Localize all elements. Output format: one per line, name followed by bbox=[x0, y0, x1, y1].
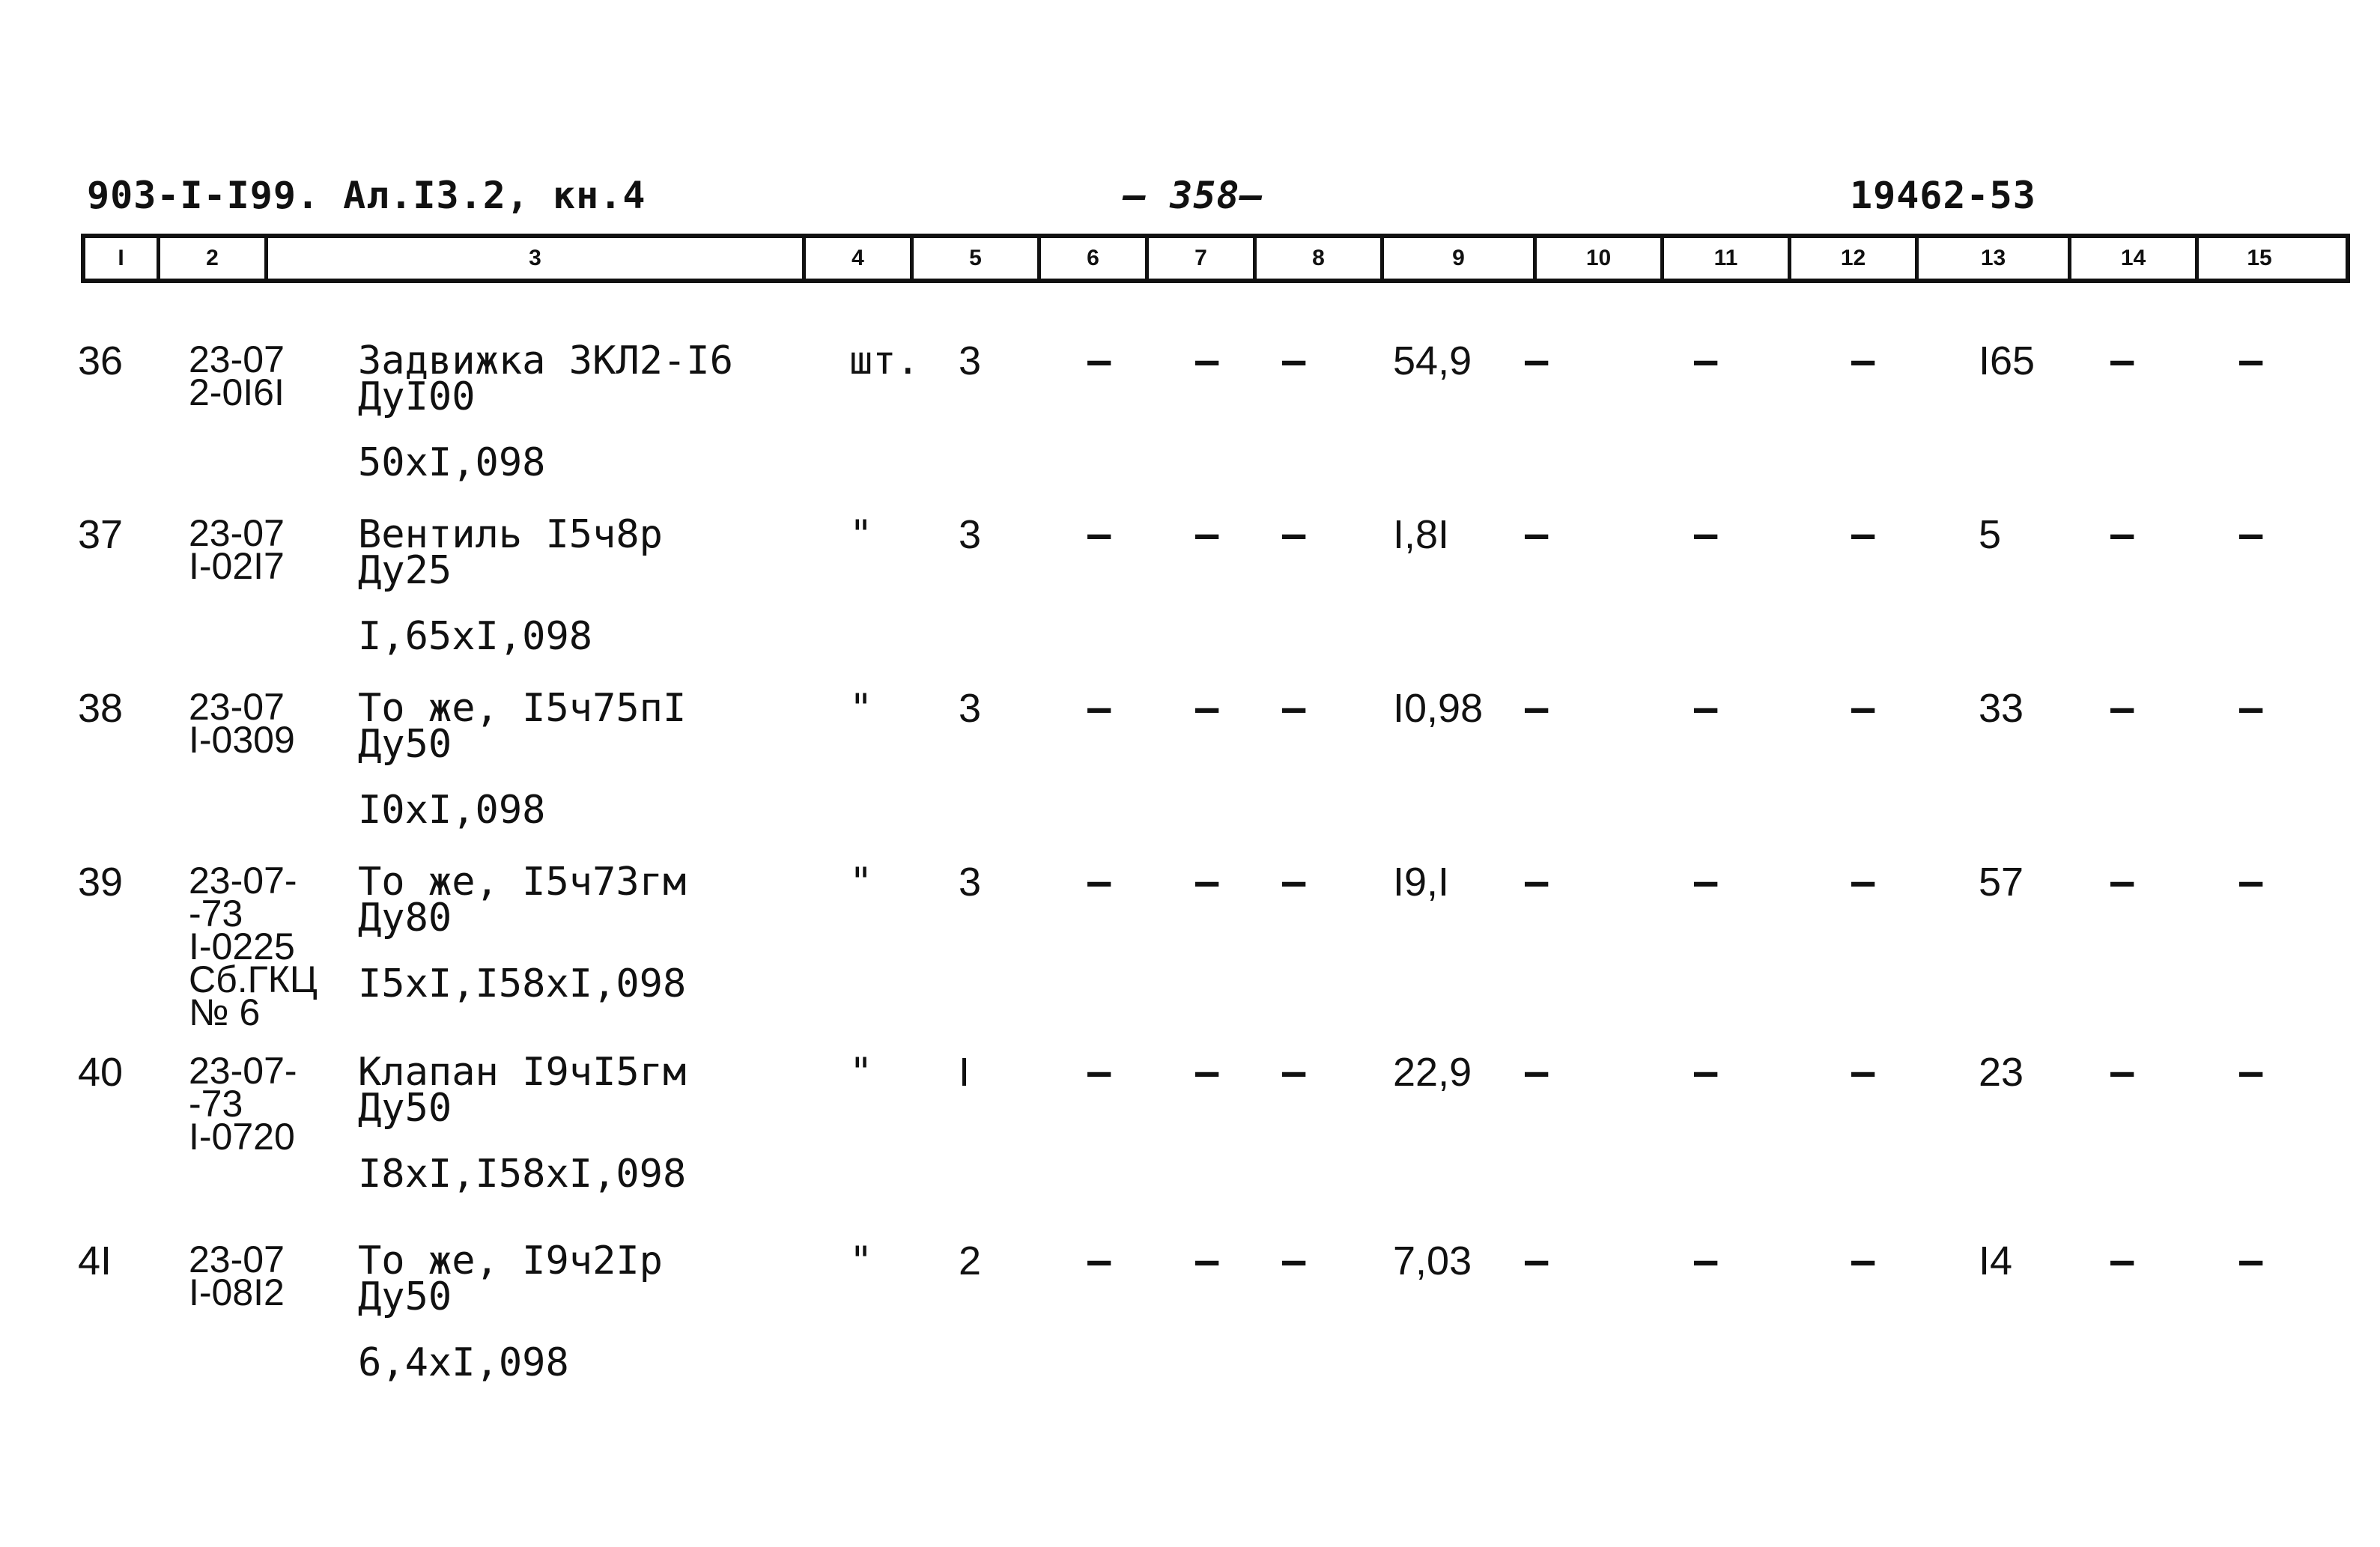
column-header-3: 3 bbox=[268, 238, 806, 279]
price-code-line: I-0309 bbox=[189, 719, 295, 761]
col-13-value: I4 bbox=[1979, 1238, 2013, 1283]
item-name-line: Клапан I9чI5гм bbox=[358, 1050, 687, 1095]
col-15-value: – bbox=[2239, 1050, 2263, 1095]
price-code-line: № 6 bbox=[189, 991, 261, 1033]
quantity: 3 bbox=[959, 338, 982, 383]
col-6-value: – bbox=[1087, 512, 1111, 557]
column-header-12: 12 bbox=[1791, 238, 1919, 279]
item-name-line: Ду80 bbox=[358, 896, 452, 940]
col-7-value: – bbox=[1195, 860, 1219, 905]
row-number: 40 bbox=[78, 1050, 124, 1095]
col-13-value: 23 bbox=[1979, 1050, 2024, 1095]
col-10-value: – bbox=[1525, 512, 1549, 557]
col-13-value: I65 bbox=[1979, 338, 2036, 383]
item-name-line: Задвижка ЗКЛ2-I6 bbox=[358, 338, 733, 383]
column-header-6: 6 bbox=[1041, 238, 1149, 279]
price-code-line: 23-07- bbox=[189, 860, 297, 902]
col-11-value: – bbox=[1694, 686, 1718, 731]
column-header-4: 4 bbox=[806, 238, 914, 279]
column-header-10: 10 bbox=[1537, 238, 1664, 279]
col-14-value: – bbox=[2110, 1050, 2134, 1095]
row-number: 37 bbox=[78, 512, 124, 557]
item-name-line: То же, I9ч2Iр bbox=[358, 1238, 663, 1283]
row-number: 4I bbox=[78, 1238, 112, 1283]
col-13-value: 57 bbox=[1979, 860, 2024, 905]
col-13-value: 5 bbox=[1979, 512, 2002, 557]
quantity: 3 bbox=[959, 686, 982, 731]
item-name-line: Ду50 bbox=[358, 1086, 452, 1131]
item-name-line: То же, I5ч73гм bbox=[358, 860, 687, 905]
price-code-line: I-02I7 bbox=[189, 545, 285, 587]
col-15-value: – bbox=[2239, 860, 2263, 905]
col-8-value: – bbox=[1282, 512, 1306, 557]
col-9-value: I,8I bbox=[1393, 512, 1450, 557]
quantity: I bbox=[959, 1050, 971, 1095]
row-number: 39 bbox=[78, 860, 124, 905]
col-14-value: – bbox=[2110, 338, 2134, 383]
price-code-line: -73 bbox=[189, 893, 243, 934]
unit: " bbox=[849, 1238, 873, 1283]
column-header-14: 14 bbox=[2071, 238, 2199, 279]
column-header-11: 11 bbox=[1664, 238, 1791, 279]
price-code-line: 23-07 bbox=[189, 1238, 285, 1280]
col-6-value: – bbox=[1087, 1238, 1111, 1283]
item-name-line: Ду50 bbox=[358, 1274, 452, 1319]
col-11-value: – bbox=[1694, 338, 1718, 383]
document-code: 903-I-I99. Ал.I3.2, кн.4 bbox=[87, 174, 646, 217]
col-9-value: 54,9 bbox=[1393, 338, 1472, 383]
column-header-7: 7 bbox=[1149, 238, 1257, 279]
col-10-value: – bbox=[1525, 338, 1549, 383]
price-code-line: -73 bbox=[189, 1083, 243, 1125]
col-8-value: – bbox=[1282, 860, 1306, 905]
unit: " bbox=[849, 686, 873, 731]
col-7-value: – bbox=[1195, 1050, 1219, 1095]
col-12-value: – bbox=[1851, 686, 1875, 731]
price-code-line: 23-07 bbox=[189, 686, 285, 728]
col-8-value: – bbox=[1282, 1238, 1306, 1283]
page-number: — 358— bbox=[1123, 174, 1263, 217]
col-15-value: – bbox=[2239, 1238, 2263, 1283]
col-12-value: – bbox=[1851, 860, 1875, 905]
col-7-value: – bbox=[1195, 686, 1219, 731]
row-number: 36 bbox=[78, 338, 124, 383]
unit: " bbox=[849, 860, 873, 905]
col-9-value: I0,98 bbox=[1393, 686, 1484, 731]
col-11-value: – bbox=[1694, 512, 1718, 557]
price-code-line: I-0225 bbox=[189, 926, 295, 967]
col-12-value: – bbox=[1851, 1050, 1875, 1095]
unit: " bbox=[849, 512, 873, 557]
col-14-value: – bbox=[2110, 1238, 2134, 1283]
item-name-line: То же, I5ч75пI bbox=[358, 686, 687, 731]
column-header-1: I bbox=[85, 238, 160, 279]
price-code-line: I-0720 bbox=[189, 1116, 295, 1158]
col-8-value: – bbox=[1282, 338, 1306, 383]
col-10-value: – bbox=[1525, 686, 1549, 731]
price-code-line: I-08I2 bbox=[189, 1271, 285, 1313]
column-header-13: 13 bbox=[1919, 238, 2071, 279]
calc-formula: I5хI,I58хI,098 bbox=[358, 961, 687, 1006]
row-number: 38 bbox=[78, 686, 124, 731]
column-header-8: 8 bbox=[1257, 238, 1384, 279]
unit: шт. bbox=[849, 338, 920, 383]
col-11-value: – bbox=[1694, 1050, 1718, 1095]
col-7-value: – bbox=[1195, 512, 1219, 557]
col-8-value: – bbox=[1282, 686, 1306, 731]
col-14-value: – bbox=[2110, 512, 2134, 557]
col-15-value: – bbox=[2239, 512, 2263, 557]
item-name-line: Ду50 bbox=[358, 722, 452, 767]
price-code-line: 23-07- bbox=[189, 1050, 297, 1092]
col-9-value: I9,I bbox=[1393, 860, 1450, 905]
col-10-value: – bbox=[1525, 860, 1549, 905]
col-14-value: – bbox=[2110, 686, 2134, 731]
col-13-value: 33 bbox=[1979, 686, 2024, 731]
column-header-2: 2 bbox=[160, 238, 268, 279]
col-11-value: – bbox=[1694, 1238, 1718, 1283]
col-6-value: – bbox=[1087, 860, 1111, 905]
col-7-value: – bbox=[1195, 1238, 1219, 1283]
price-code-line: Сб.ГКЦ bbox=[189, 958, 318, 1000]
sheet-number: 19462-53 bbox=[1850, 174, 2036, 217]
col-11-value: – bbox=[1694, 860, 1718, 905]
item-name-line: Ду25 bbox=[358, 548, 452, 593]
col-9-value: 7,03 bbox=[1393, 1238, 1472, 1283]
item-name-line: ДуI00 bbox=[358, 374, 476, 419]
col-6-value: – bbox=[1087, 1050, 1111, 1095]
column-header-9: 9 bbox=[1384, 238, 1537, 279]
quantity: 3 bbox=[959, 860, 982, 905]
col-10-value: – bbox=[1525, 1238, 1549, 1283]
col-6-value: – bbox=[1087, 686, 1111, 731]
col-9-value: 22,9 bbox=[1393, 1050, 1472, 1095]
column-header-row bbox=[81, 234, 2350, 283]
quantity: 3 bbox=[959, 512, 982, 557]
col-15-value: – bbox=[2239, 686, 2263, 731]
price-code-line: 23-07 bbox=[189, 512, 285, 554]
col-12-value: – bbox=[1851, 1238, 1875, 1283]
quantity: 2 bbox=[959, 1238, 982, 1283]
calc-formula: I,65хI,098 bbox=[358, 614, 593, 659]
col-6-value: – bbox=[1087, 338, 1111, 383]
col-10-value: – bbox=[1525, 1050, 1549, 1095]
column-header-15: 15 bbox=[2247, 246, 2272, 270]
col-14-value: – bbox=[2110, 860, 2134, 905]
calc-formula: I0хI,098 bbox=[358, 788, 546, 833]
col-12-value: – bbox=[1851, 338, 1875, 383]
calc-formula: 50хI,098 bbox=[358, 440, 546, 485]
col-7-value: – bbox=[1195, 338, 1219, 383]
col-12-value: – bbox=[1851, 512, 1875, 557]
price-code-line: 2-0I6I bbox=[189, 371, 285, 413]
item-name-line: Вентиль I5ч8р bbox=[358, 512, 663, 557]
col-15-value: – bbox=[2239, 338, 2263, 383]
calc-formula: I8хI,I58хI,098 bbox=[358, 1152, 687, 1197]
price-code-line: 23-07 bbox=[189, 338, 285, 380]
unit: " bbox=[849, 1050, 873, 1095]
col-8-value: – bbox=[1282, 1050, 1306, 1095]
column-header-5: 5 bbox=[914, 238, 1041, 279]
calc-formula: 6,4хI,098 bbox=[358, 1340, 569, 1385]
